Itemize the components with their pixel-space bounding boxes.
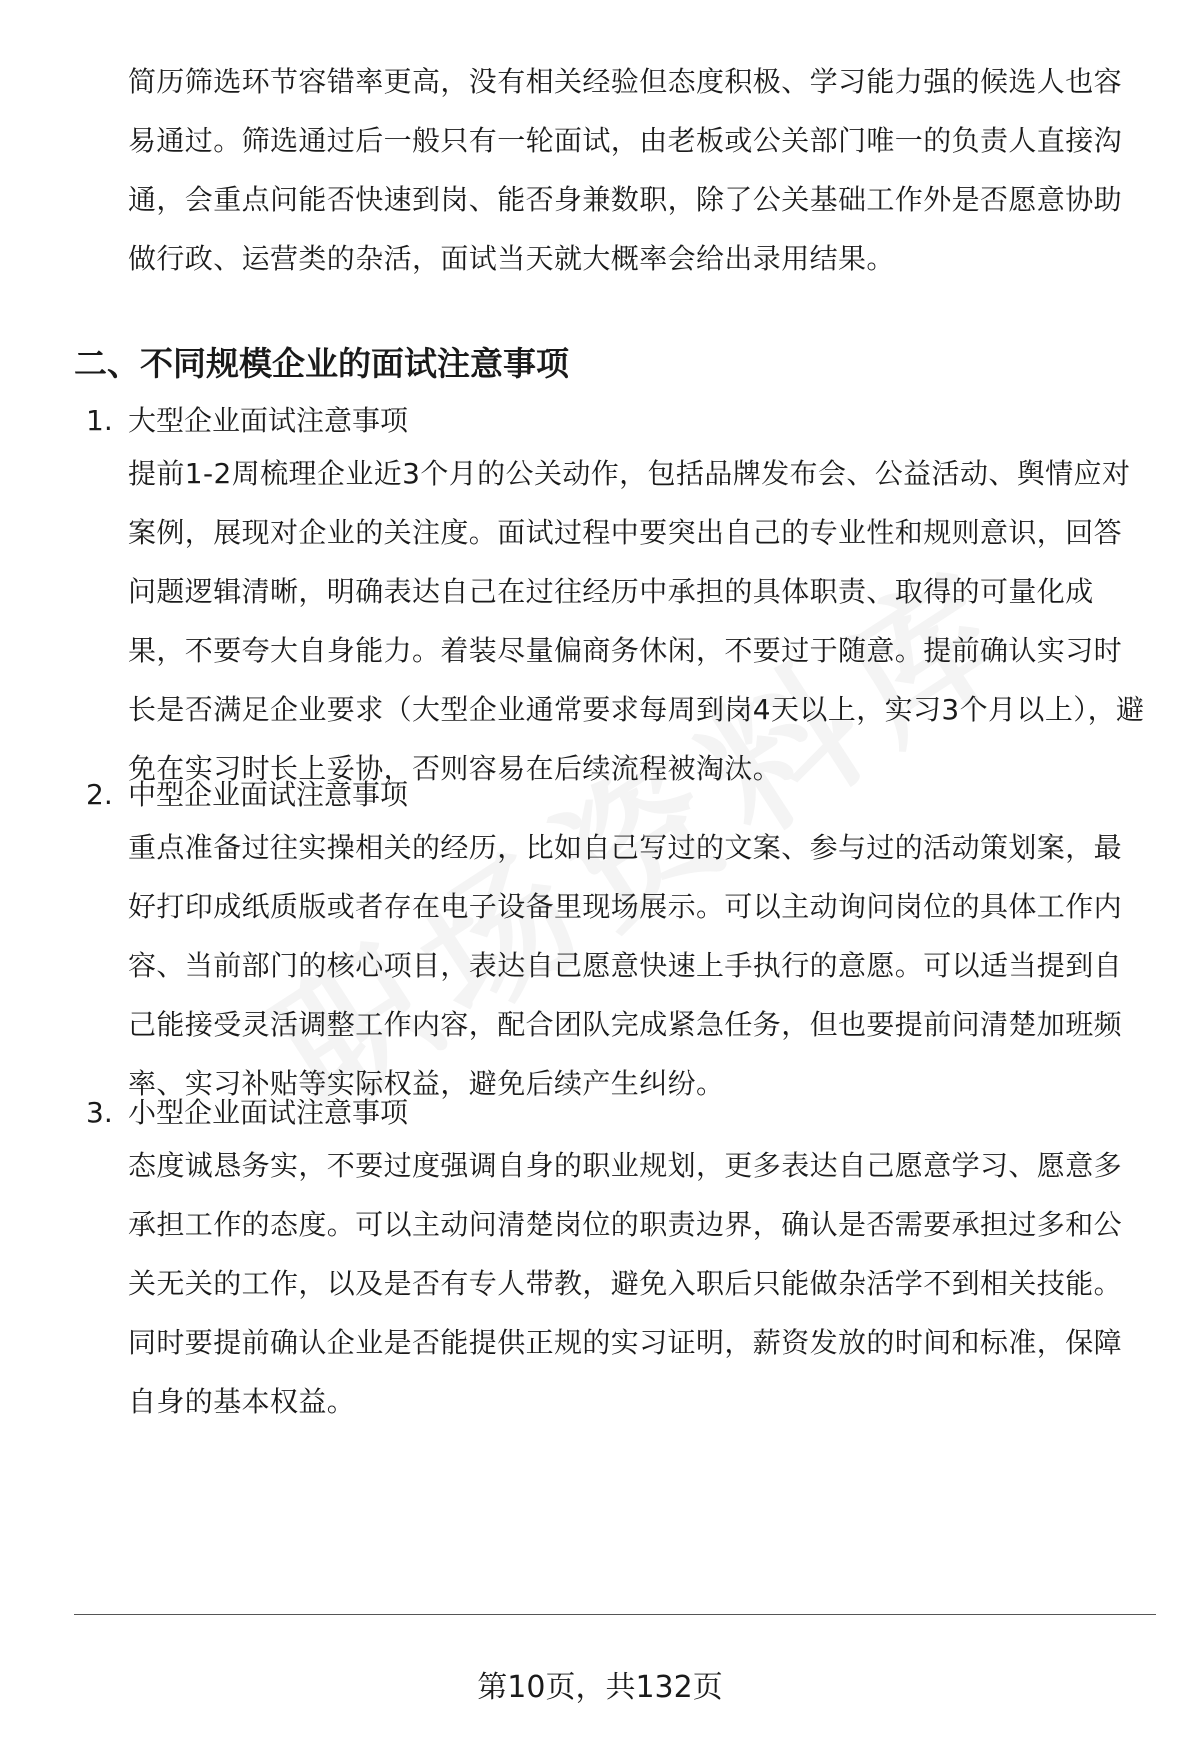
list-item-title-text: 小型企业面试注意事项 bbox=[128, 1096, 409, 1129]
list-item-body: 提前1-2周梳理企业近3个月的公关动作，包括品牌发布会、公益活动、舆情应对案例，展现对企业的关注度。面试过程中要突出自己的专业性和规则意识，回答问题逻辑清晰，明确表达自己在过往经历中承担的具体职责、取得的可量化成果，不要夸大自身能力。着装尽量偏商务休闲，不要过于随意。提前确认实习时长是否满足企业要求（大型企业通常要求每周到岗4天以上，实习3个月以上），避免在实习时长上妥协，否则容易在后续流程被淘汰。 bbox=[128, 457, 1145, 785]
footer-divider bbox=[74, 1614, 1156, 1615]
list-item-body: 重点准备过往实操相关的经历，比如自己写过的文案、参与过的活动策划案，最好打印成纸质版或者存在电子设备里现场展示。可以主动询问岗位的具体工作内容、当前部门的核心项目，表达自己愿意快速上手执行的意愿。可以适当提到自己能接受灵活调整工作内容，配合团队完成紧急任务，但也要提前问清楚加班频率、实习补贴等实际权益，避免后续产生纠纷。 bbox=[128, 831, 1123, 1100]
page-number: 第10页，共132页 bbox=[477, 1670, 723, 1705]
list-item-title bbox=[86, 398, 408, 444]
list-item-title bbox=[86, 772, 408, 818]
list-item-body: 态度诚恳务实，不要过度强调自身的职业规划，更多表达自己愿意学习、愿意多承担工作的态度。可以主动问清楚岗位的职责边界，确认是否需要承担过多和公关无关的工作，以及是否有专人带教，避免入职后只能做杂活学不到相关技能。同时要提前确认企业是否能提供正规的实习证明，薪资发放的时间和标准，保障自身的基本权益。 bbox=[128, 1149, 1123, 1418]
list-item-title-text: 中型企业面试注意事项 bbox=[128, 778, 409, 811]
list-item-title bbox=[86, 1090, 408, 1136]
list-item-number: 1. bbox=[86, 404, 113, 437]
section-heading: 二、不同规模企业的面试注意事项 bbox=[74, 344, 569, 383]
list-item-number: 2. bbox=[86, 778, 113, 811]
list-item-number: 3. bbox=[86, 1096, 113, 1129]
intro-paragraph: 简历筛选环节容错率更高，没有相关经验但态度积极、学习能力强的候选人也容易通过。筛选通过后一般只有一轮面试，由老板或公关部门唯一的负责人直接沟通，会重点问能否快速到岗、能否身兼数职，除了公关基础工作外是否愿意协助做行政、运营类的杂活，面试当天就大概率会给出录用结果。 bbox=[128, 65, 1123, 275]
list-item-title-text: 大型企业面试注意事项 bbox=[128, 404, 409, 437]
